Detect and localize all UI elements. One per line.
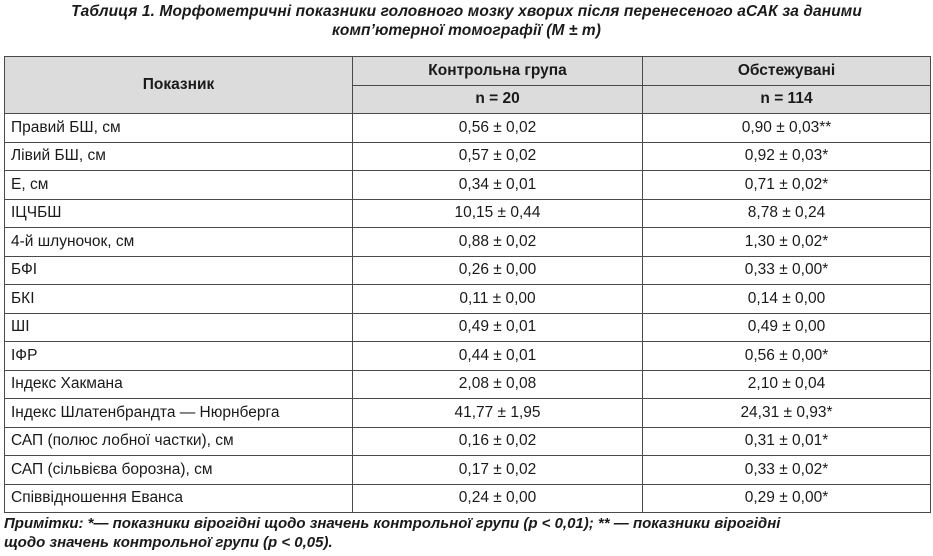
- table-row: [5, 199, 931, 228]
- indicator-cell: САП (полюс лобної частки), см: [5, 427, 353, 456]
- indicator-cell: Лівий БШ, см: [5, 142, 353, 171]
- table-caption-line-1: Таблиця 1. Морфометричні показники головного мозку хворих після перенесеного аСАК за даними: [71, 3, 862, 20]
- table-row: [5, 456, 931, 485]
- indicator-cell: БФІ: [5, 256, 353, 285]
- table-row: [5, 285, 931, 314]
- table-row: [5, 256, 931, 285]
- data-table: [4, 56, 931, 513]
- table-row: [5, 114, 931, 143]
- control-value-cell: 0,11 ± 0,00: [353, 285, 643, 314]
- examined-value-cell: 0,31 ± 0,01*: [643, 427, 931, 456]
- table-row: [5, 342, 931, 371]
- indicator-cell: 4-й шлуночок, см: [5, 228, 353, 257]
- table-row: [5, 171, 931, 200]
- examined-value-cell: 0,90 ± 0,03**: [643, 114, 931, 143]
- header-row: [5, 57, 931, 86]
- table-caption-line-2: комп’ютерної томографії (M ± m): [331, 22, 602, 39]
- indicator-cell: САП (сільвієва борозна), см: [5, 456, 353, 485]
- table-body: [5, 114, 931, 513]
- header-examined: Обстежувані: [643, 57, 931, 86]
- control-value-cell: 0,16 ± 0,02: [353, 427, 643, 456]
- table-row: [5, 399, 931, 428]
- control-value-cell: 0,24 ± 0,00: [353, 484, 643, 513]
- control-value-cell: 2,08 ± 0,08: [353, 370, 643, 399]
- examined-value-cell: 0,71 ± 0,02*: [643, 171, 931, 200]
- indicator-cell: Індекс Хакмана: [5, 370, 353, 399]
- header-control-group: Контрольна група: [353, 57, 643, 86]
- examined-value-cell: 1,30 ± 0,02*: [643, 228, 931, 257]
- header-examined-n: n = 114: [643, 85, 931, 114]
- examined-value-cell: 0,56 ± 0,00*: [643, 342, 931, 371]
- examined-value-cell: 2,10 ± 0,04: [643, 370, 931, 399]
- indicator-cell: БКІ: [5, 285, 353, 314]
- table-caption: [0, 2, 933, 40]
- indicator-cell: ІФР: [5, 342, 353, 371]
- control-value-cell: 0,49 ± 0,01: [353, 313, 643, 342]
- examined-value-cell: 0,29 ± 0,00*: [643, 484, 931, 513]
- control-value-cell: 0,34 ± 0,01: [353, 171, 643, 200]
- indicator-cell: ІЦЧБШ: [5, 199, 353, 228]
- control-value-cell: 10,15 ± 0,44: [353, 199, 643, 228]
- examined-value-cell: 0,33 ± 0,02*: [643, 456, 931, 485]
- examined-value-cell: 0,49 ± 0,00: [643, 313, 931, 342]
- examined-value-cell: 24,31 ± 0,93*: [643, 399, 931, 428]
- examined-value-cell: 0,92 ± 0,03*: [643, 142, 931, 171]
- table-row: [5, 427, 931, 456]
- footnote-line-1: Примітки: *— показники вірогідні щодо значень контрольної групи (p < 0,01); ** — показники вірогідні: [4, 515, 781, 532]
- control-value-cell: 0,57 ± 0,02: [353, 142, 643, 171]
- indicator-cell: Індекс Шлатенбрандта — Нюрнберга: [5, 399, 353, 428]
- examined-value-cell: 0,33 ± 0,00*: [643, 256, 931, 285]
- indicator-cell: Правий БШ, см: [5, 114, 353, 143]
- examined-value-cell: 8,78 ± 0,24: [643, 199, 931, 228]
- control-value-cell: 0,88 ± 0,02: [353, 228, 643, 257]
- indicator-cell: Е, см: [5, 171, 353, 200]
- table-row: [5, 484, 931, 513]
- examined-value-cell: 0,14 ± 0,00: [643, 285, 931, 314]
- control-value-cell: 41,77 ± 1,95: [353, 399, 643, 428]
- table-row: [5, 370, 931, 399]
- control-value-cell: 0,44 ± 0,01: [353, 342, 643, 371]
- header-indicator: Показник: [5, 57, 353, 114]
- table-row: [5, 142, 931, 171]
- control-value-cell: 0,56 ± 0,02: [353, 114, 643, 143]
- table-row: [5, 313, 931, 342]
- footnote-line-2: щодо значень контрольної групи (p < 0,05).: [4, 534, 333, 551]
- table-row: [5, 228, 931, 257]
- header-control-n: n = 20: [353, 85, 643, 114]
- control-value-cell: 0,17 ± 0,02: [353, 456, 643, 485]
- indicator-cell: Співвідношення Еванса: [5, 484, 353, 513]
- control-value-cell: 0,26 ± 0,00: [353, 256, 643, 285]
- footnote: [4, 514, 930, 552]
- indicator-cell: ШІ: [5, 313, 353, 342]
